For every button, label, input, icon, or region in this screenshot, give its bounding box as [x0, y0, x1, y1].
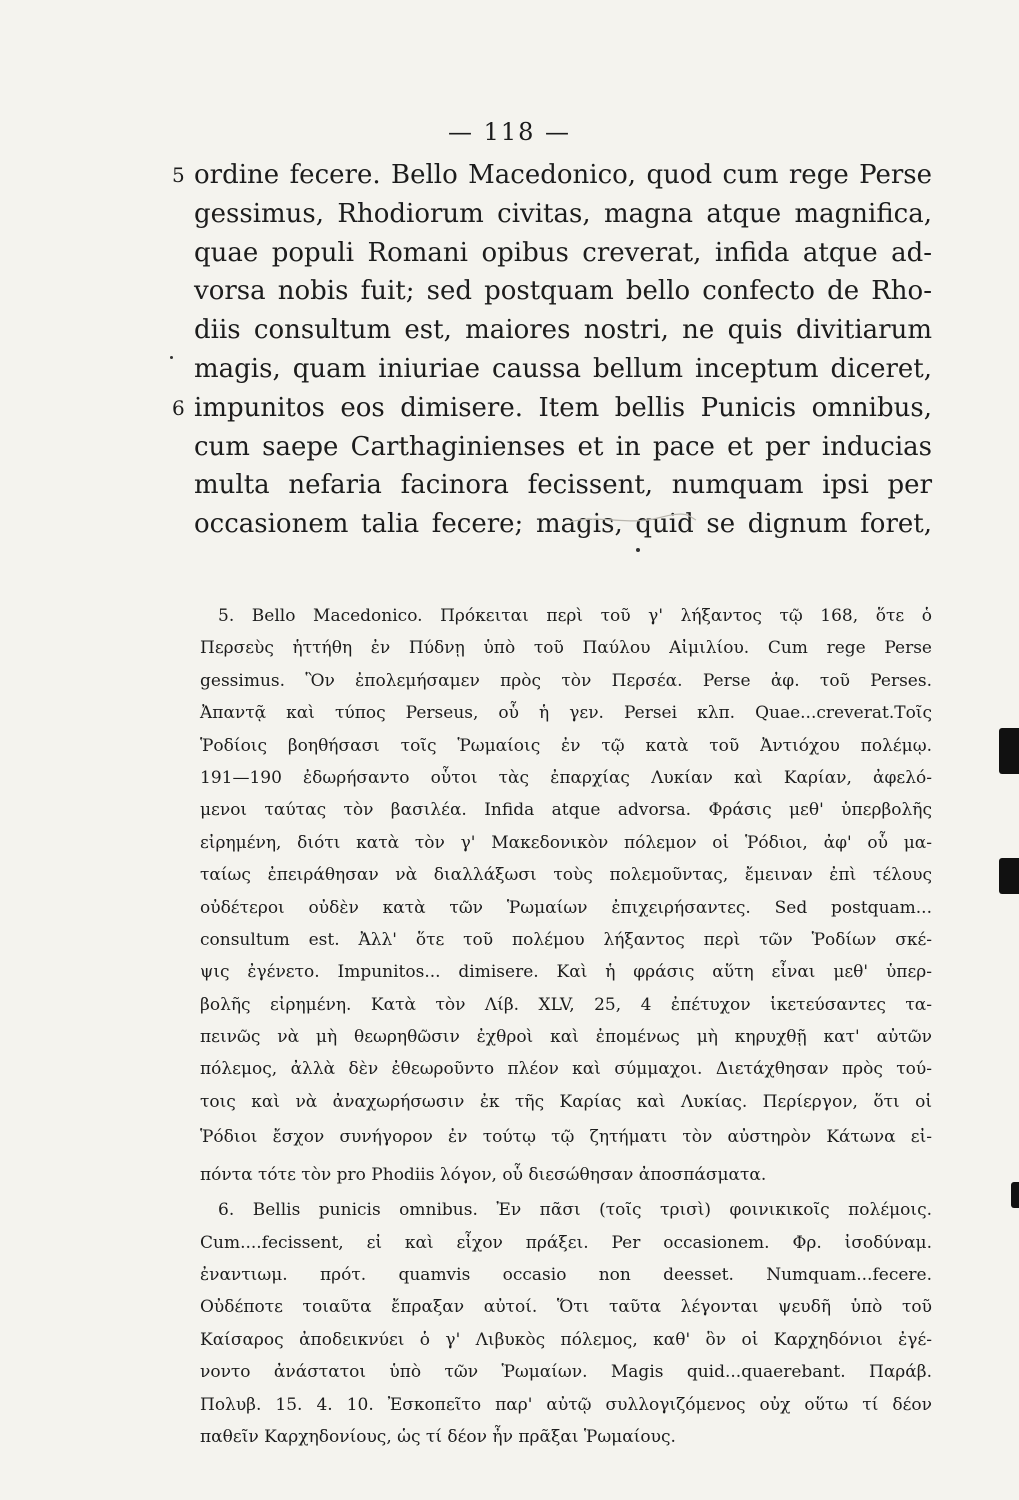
main-text-line — [194, 272, 932, 311]
commentary-line: 6. Bellis punicis omnibus. Ἐν πᾶσι (τοῖς τρισὶ) φοινικικοῖς πολέμοις. — [218, 1200, 932, 1221]
main-text-line — [194, 234, 932, 273]
main-text-line — [194, 311, 932, 350]
main-text-content: vorsa nobis fuit; sed postquam bello confecto de Rho- — [194, 276, 932, 307]
commentary-line: Cum....fecissent, εἰ καὶ εἶχον πράξει. Per occasionem. Φρ. ἰσοδύναμ. — [200, 1232, 932, 1253]
commentary-line: νοντο ἀνάστατοι ὑπὸ τῶν Ῥωμαίων. Magis quid...quaerebant. Παράβ. — [200, 1362, 932, 1383]
line-number: 5 — [172, 163, 185, 187]
commentary-line: πόντα τότε τὸν pro Phodiis λόγον, οὗ διεσώθησαν ἀποσπάσματα. — [200, 1165, 767, 1186]
main-text-content: occasionem talia fecere; magis, quid se dignum foret, — [194, 509, 932, 540]
main-text-content: multa nefaria facinora fecissent, numquam ipsi per — [194, 470, 932, 501]
commentary-line: Ῥόδιοι ἔσχον συνήγορον ἐν τούτῳ τῷ ζητήματι τὸν αὐστηρὸν Κάτωνα εἰ- — [200, 1127, 932, 1148]
binding-shadow — [999, 728, 1019, 774]
commentary-line: πόλεμος, ἀλλὰ δὲν ἐθεωροῦντο πλέον καὶ σύμμαχοι. Διετάχθησαν πρὸς τού- — [200, 1059, 932, 1080]
commentary-line: ἐναντιωμ. πρότ. quamvis occasio non deesset. Numquam...fecere. — [200, 1265, 932, 1286]
main-text-content: cum saepe Carthaginienses et in pace et per inducias — [194, 431, 932, 462]
commentary-line: Περσεὺς ἡττήθη ἐν Πύδνῃ ὑπὸ τοῦ Παύλου Αἰμιλίου. Cum rege Perse — [200, 638, 932, 659]
main-text-content: impunitos eos dimisere. Item bellis Punicis omnibus, — [194, 392, 932, 423]
line-number: 6 — [172, 395, 185, 420]
commentary-line: consultum est. Ἀλλ' ὅτε τοῦ πολέμου λήξαντος περὶ τῶν Ῥοδίων σκέ- — [200, 929, 932, 950]
main-text-content: ordine fecere. Bello Macedonico, quod cum rege Perse — [194, 160, 932, 190]
binding-shadow — [1011, 1182, 1019, 1208]
commentary-line: Πολυβ. 15. 4. 10. Ἐσκοπεῖτο παρ' αὐτῷ συλλογιζόμενος οὐχ οὕτω τί δέον — [200, 1394, 932, 1415]
commentary-line: τοις καὶ νὰ ἀναχωρήσωσιν ἐκ τῆς Καρίας καὶ Λυκίας. Περίεργον, ὅτι οἱ — [200, 1091, 932, 1112]
commentary-line: μενοι ταύτας τὸν βασιλέα. Infida atque advorsa. Φράσις μεθ' ὑπερβολῆς — [200, 800, 932, 821]
commentary-line: ταίως ἐπειράθησαν νὰ διαλλάξωσι τοὺς πολεμοῦντας, ἔμειναν ἐπὶ τέλους — [200, 865, 932, 886]
main-text-line — [194, 428, 932, 467]
main-text-content: magis, quam iniuriae caussa bellum inceptum diceret, — [194, 353, 932, 384]
paper-speck — [636, 548, 640, 552]
main-text-content: quae populi Romani opibus creverat, infida atque ad- — [194, 237, 932, 268]
main-text-line — [194, 505, 932, 544]
commentary-line: gessimus. Ὃν ἐπολεμήσαμεν πρὸς τὸν Περσέα. Perse ἀφ. τοῦ Perses. — [200, 670, 932, 691]
commentary-line: εἰρημένη, διότι κατὰ τὸν γ' Μακεδονικὸν πόλεμον οἱ Ῥόδιοι, ἀφ' οὗ μα- — [200, 832, 932, 853]
commentary-notes — [200, 600, 932, 1453]
page-number: — 118 — — [447, 118, 572, 146]
commentary-line: Ῥοδίοις βοηθήσασι τοῖς Ῥωμαίοις ἐν τῷ κατὰ τοῦ Ἀντιόχου πολέμῳ. — [200, 735, 932, 756]
commentary-line: παθεῖν Καρχηδονίους, ὡς τί δέον ἦν πρᾶξαι Ῥωμαίους. — [200, 1426, 676, 1447]
main-text-line — [194, 195, 932, 234]
commentary-line: βολῆς εἰρημένη. Κατὰ τὸν Λίβ. XLV, 25, 4 ἐπέτυχον ἱκετεύσαντες τα- — [200, 994, 932, 1015]
commentary-line: Καίσαρος ἀποδεικνύει ὁ γ' Λιβυκὸς πόλεμος, καθ' ὃν οἱ Καρχηδόνιοι ἐγέ- — [200, 1329, 932, 1350]
main-text-line — [172, 389, 932, 428]
commentary-line: πεινῶς νὰ μὴ θεωρηθῶσιν ἐχθροὶ καὶ ἐπομένως μὴ κηρυχθῇ κατ' αὐτῶν — [200, 1027, 932, 1048]
main-text-line — [194, 350, 932, 389]
main-text-content: diis consultum est, maiores nostri, ne quis divitiarum — [194, 315, 932, 346]
commentary-line: ψις ἐγένετο. Impunitos... dimisere. Καὶ ἡ φράσις αὕτη εἶναι μεθ' ὑπερ- — [200, 962, 932, 983]
commentary-line: οὐδέτεροι οὐδὲν κατὰ τῶν Ῥωμαίων ἐπιχειρήσαντες. Sed postquam... — [200, 897, 932, 918]
divider-flourish — [568, 512, 698, 526]
commentary-line: 191—190 ἐδωρήσαντο οὗτοι τὰς ἐπαρχίας Λυκίαν καὶ Καρίαν, ἀφελό- — [200, 767, 932, 788]
binding-shadow — [999, 858, 1019, 894]
commentary-line: Οὐδέποτε τοιαῦτα ἔπραξαν αὐτοί. Ὅτι ταῦτα λέγονται ψευδῆ ὑπὸ τοῦ — [200, 1297, 932, 1318]
main-text-line — [194, 466, 932, 505]
main-text-content: gessimus, Rhodiorum civitas, magna atque magnifica, — [194, 198, 932, 229]
commentary-line: 5. Bello Macedonico. Πρόκειται περὶ τοῦ γ' λήξαντος τῷ 168, ὅτε ὁ — [218, 606, 932, 626]
main-text-line — [172, 156, 932, 195]
main-latin-text — [172, 156, 932, 544]
paper-speck — [170, 356, 173, 359]
commentary-line: Ἀπαντᾷ καὶ τύπος Perseus, οὗ ἡ γεν. Persei κλπ. Quae...creverat.Τοῖς — [200, 703, 932, 724]
